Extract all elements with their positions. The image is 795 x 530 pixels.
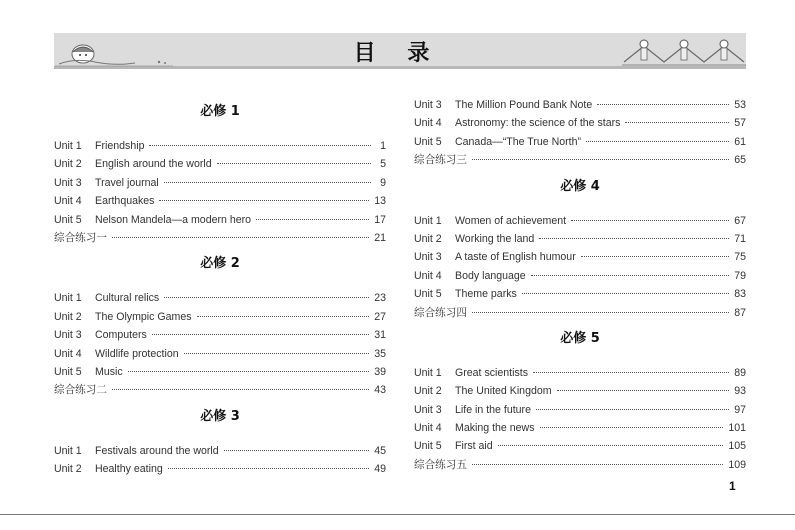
entry-title: 综合练习二 [54,384,107,397]
entry-page-number: 5 [380,158,386,171]
entry-title: Travel journal [95,176,159,189]
unit-label: Unit 4 [414,117,442,130]
entry-title: Working the land [455,232,535,245]
toc-entry[interactable] [54,381,386,399]
entry-page-number: 79 [734,269,746,282]
unit-label: Unit 4 [414,269,442,282]
toc-entry[interactable] [54,229,386,247]
entry-page-number: 23 [374,292,386,305]
dot-leader [159,200,369,201]
entry-title: Great scientists [455,366,529,379]
unit-label: Unit 2 [414,232,442,245]
unit-label: Unit 3 [414,403,442,416]
toc-right-column [414,96,746,474]
entry-title: The United Kingdom [455,385,552,398]
dot-leader [533,372,729,373]
toc-entry[interactable] [414,285,746,303]
entry-page-number: 45 [374,444,386,457]
dot-leader [531,275,730,276]
toc-entry[interactable] [414,437,746,455]
entry-page-number: 1 [380,140,386,152]
toc-entry[interactable] [414,133,746,151]
dot-leader [112,237,369,238]
toc-entry[interactable] [414,267,746,285]
dot-leader [625,122,729,123]
entry-title: Women of achievement [455,214,567,227]
entry-page-number: 31 [374,329,386,342]
toc-entry[interactable] [54,326,386,344]
entry-page-number: 61 [734,135,746,148]
dot-leader [112,389,369,390]
entry-page-number: 53 [734,99,746,111]
dot-leader [539,238,729,239]
bottom-rule [0,514,795,515]
entry-page-number: 39 [374,365,386,378]
unit-label: Unit 1 [54,140,82,152]
dot-leader [571,220,729,221]
dancing-figures-icon [622,38,748,66]
toc-entry[interactable] [54,174,386,192]
entry-title: Earthquakes [95,195,155,208]
section-heading: 必修 4 [560,178,600,194]
entry-title: 综合练习五 [414,458,467,471]
entry-title: Festivals around the world [95,444,219,457]
entry-title: 综合练习三 [414,154,467,167]
entry-title: Wildlife protection [95,347,179,360]
dot-leader [152,334,369,335]
unit-label: Unit 5 [414,288,442,301]
page-number: 1 [729,479,736,493]
unit-label: Unit 5 [54,365,82,378]
entry-page-number: 93 [734,385,746,398]
entry-title: Computers [95,329,147,342]
unit-label: Unit 5 [414,135,442,148]
toc-entry[interactable] [54,289,386,307]
entry-title: Cultural relics [95,292,160,305]
dot-leader [536,409,729,410]
toc-entry[interactable] [54,137,386,155]
unit-label: Unit 4 [54,347,82,360]
entry-page-number: 9 [380,176,386,189]
dot-leader [197,316,370,317]
entry-title: Astronomy: the science of the stars [455,117,621,130]
unit-label: Unit 2 [54,158,82,171]
unit-label: Unit 5 [414,440,442,453]
dot-leader [164,297,369,298]
toc-entry[interactable] [54,155,386,173]
entry-title: Theme parks [455,288,517,301]
toc-entry[interactable] [414,151,746,169]
entry-title: Friendship [95,140,145,152]
toc-entry[interactable] [414,304,746,322]
unit-label: Unit 4 [54,195,82,208]
dot-leader [217,163,371,164]
entry-page-number: 71 [734,232,746,245]
entry-page-number: 21 [374,231,386,244]
unit-label: Unit 1 [54,292,82,305]
page-title: 目 录 [353,41,442,66]
unit-label: Unit 5 [54,213,82,226]
toc-entry[interactable] [414,212,746,230]
toc-entry[interactable] [414,364,746,382]
dot-leader [164,182,371,183]
dot-leader [540,427,724,428]
toc-entry[interactable] [54,442,386,460]
entry-page-number: 109 [728,458,746,471]
dot-leader [472,159,729,160]
entry-page-number: 57 [734,117,746,130]
dot-leader [586,141,729,142]
dot-leader [597,104,729,105]
entry-title: 综合练习一 [54,231,107,244]
entry-page-number: 89 [734,366,746,379]
toc-entry[interactable] [414,419,746,437]
section-heading: 必修 1 [200,104,240,119]
entry-page-number: 49 [374,463,386,476]
section-heading: 必修 3 [200,408,240,424]
section-heading: 必修 5 [560,330,600,346]
dot-leader [184,353,370,354]
entry-title: Nelson Mandela—a modern hero [95,213,252,226]
entry-title: 综合练习四 [414,306,467,319]
toc-entry[interactable] [414,230,746,248]
unit-label: Unit 3 [54,329,82,342]
toc-entry[interactable] [414,96,746,114]
unit-label: Unit 3 [414,99,442,111]
entry-page-number: 83 [734,288,746,301]
dot-leader [224,450,370,451]
dot-leader [256,219,369,220]
toc-entry[interactable] [54,192,386,210]
entry-title: A taste of English humour [455,251,576,264]
entry-title: Body language [455,269,526,282]
entry-page-number: 75 [734,251,746,264]
toc-left-column [54,96,386,478]
toc-entry[interactable] [414,114,746,132]
unit-label: Unit 4 [414,422,442,435]
dot-leader [557,390,730,391]
entry-page-number: 101 [728,422,746,435]
entry-page-number: 43 [374,384,386,397]
entry-page-number: 27 [374,310,386,323]
entry-title: First aid [455,440,493,453]
toc-entry[interactable] [54,363,386,381]
dot-leader [472,312,729,313]
entry-page-number: 17 [374,213,386,226]
entry-title: Music [95,365,123,378]
entry-page-number: 97 [734,403,746,416]
entry-title: The Million Pound Bank Note [455,99,593,111]
dot-leader [128,371,370,372]
dot-leader [581,256,729,257]
entry-page-number: 105 [728,440,746,453]
dot-leader [149,145,371,146]
entry-title: Healthy eating [95,463,163,476]
toc-entry[interactable] [414,382,746,400]
unit-label: Unit 3 [54,176,82,189]
unit-label: Unit 2 [54,463,82,476]
unit-label: Unit 1 [414,214,442,227]
toc-entry[interactable] [414,456,746,474]
unit-label: Unit 1 [414,366,442,379]
entry-title: Life in the future [455,403,531,416]
entry-title: Canada—“The True North” [455,135,582,148]
unit-label: Unit 1 [54,444,82,457]
entry-page-number: 35 [374,347,386,360]
entry-title: The Olympic Games [95,310,192,323]
toc-entry[interactable] [54,460,386,478]
unit-label: Unit 2 [54,310,82,323]
toc-entry[interactable] [54,211,386,229]
dot-leader [472,464,723,465]
dot-leader [168,468,369,469]
entry-page-number: 87 [734,306,746,319]
toc-entry[interactable] [54,308,386,326]
entry-title: English around the world [95,158,212,171]
entry-page-number: 65 [734,154,746,167]
entry-page-number: 67 [734,214,746,227]
toc-entry[interactable] [54,345,386,363]
toc-entry[interactable] [414,401,746,419]
unit-label: Unit 3 [414,251,442,264]
toc-entry[interactable] [414,248,746,266]
entry-title: Making the news [455,422,535,435]
unit-label: Unit 2 [414,385,442,398]
dot-leader [498,445,724,446]
section-heading: 必修 2 [200,256,240,272]
dot-leader [522,293,729,294]
entry-page-number: 13 [374,195,386,208]
